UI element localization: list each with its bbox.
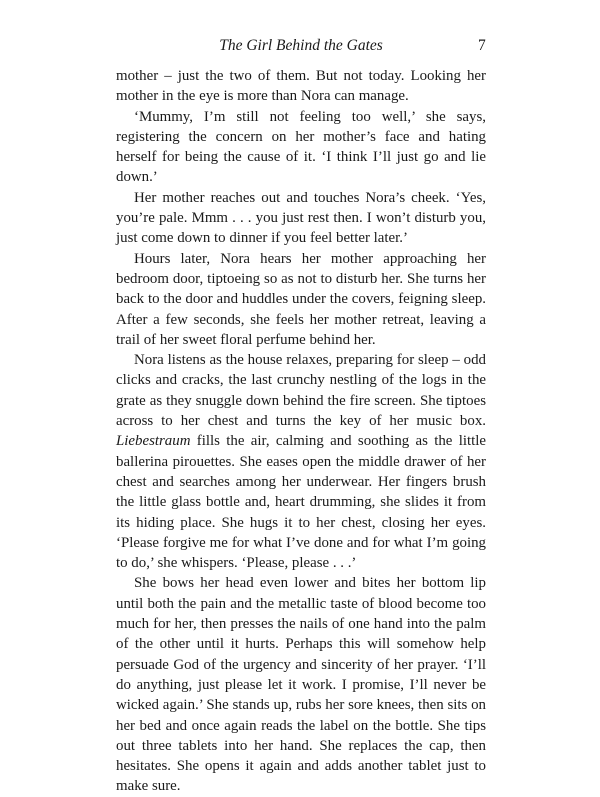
paragraph-music-box — [116, 350, 486, 573]
paragraph-hours-later: Hours later, Nora hears her mother approaching her bedroom door, tiptoeing so as not to disturb her. She turns her back to the door and huddles under the covers, feigning sleep. After a few seconds, she feels her mother retreat, leaving a trail of her sweet floral perfume behind her. — [116, 250, 486, 348]
song-title-italic: Liebestraum — [116, 433, 191, 450]
music-box-text-before: Nora listens as the house relaxes, preparing for sleep – odd clicks and cracks, the last crunchy nestling of the logs in the grate as they snuggle down behind the fire screen. She tiptoes across to her chest and turns the key of her music box. — [116, 352, 486, 430]
page-number: 7 — [478, 37, 486, 54]
paragraph-dialogue-unwell: ‘Mummy, I’m still not feeling too well,’ she says, registering the concern on her mother’s face and hating herself for being the cause of it. ‘I think I’ll just go and lie down.’ — [116, 108, 486, 186]
paragraph-prayer: She bows her head even lower and bites her bottom lip until both the pain and the metallic taste of blood become too much for her, then presses the nails of one hand into the palm of the other until it hurts. Perhaps this will somehow help persuade God of the urgency and sincerity of her prayer. ‘I’ll do anything, just please let it work. I promise, I’ll never be wicked again.’ She stands up, rubs her sore knees, then sits on her bed and once again reads the label on the bottle. She tips out three tablets into her hand. She replaces the cap, then hesitates. She opens it again and adds another tablet just to make sure. — [116, 575, 486, 795]
music-box-text-after: fills the air, calming and soothing as the little ballerina pirouettes. She eases open the middle drawer of her chest and searches among her underwear. Her fingers brush the little glass bottle and, heart drumming, she slides it from its hiding place. She hugs it to her chest, closing her eyes. ‘Please forgive me for what I’ve done and for what I’m going to do,’ she whispers. ‘Please, please . . .’ — [116, 433, 486, 572]
paragraph-continued: mother – just the two of them. But not today. Looking her mother in the eye is more than Nora can manage. — [116, 68, 486, 105]
body-text — [116, 66, 486, 797]
paragraph-mother-cheek: Her mother reaches out and touches Nora’s cheek. ‘Yes, you’re pale. Mmm . . . you just rest then. I won’t disturb you, just come down to dinner if you feel better later.’ — [116, 189, 486, 247]
running-head-title: The Girl Behind the Gates — [219, 37, 383, 54]
